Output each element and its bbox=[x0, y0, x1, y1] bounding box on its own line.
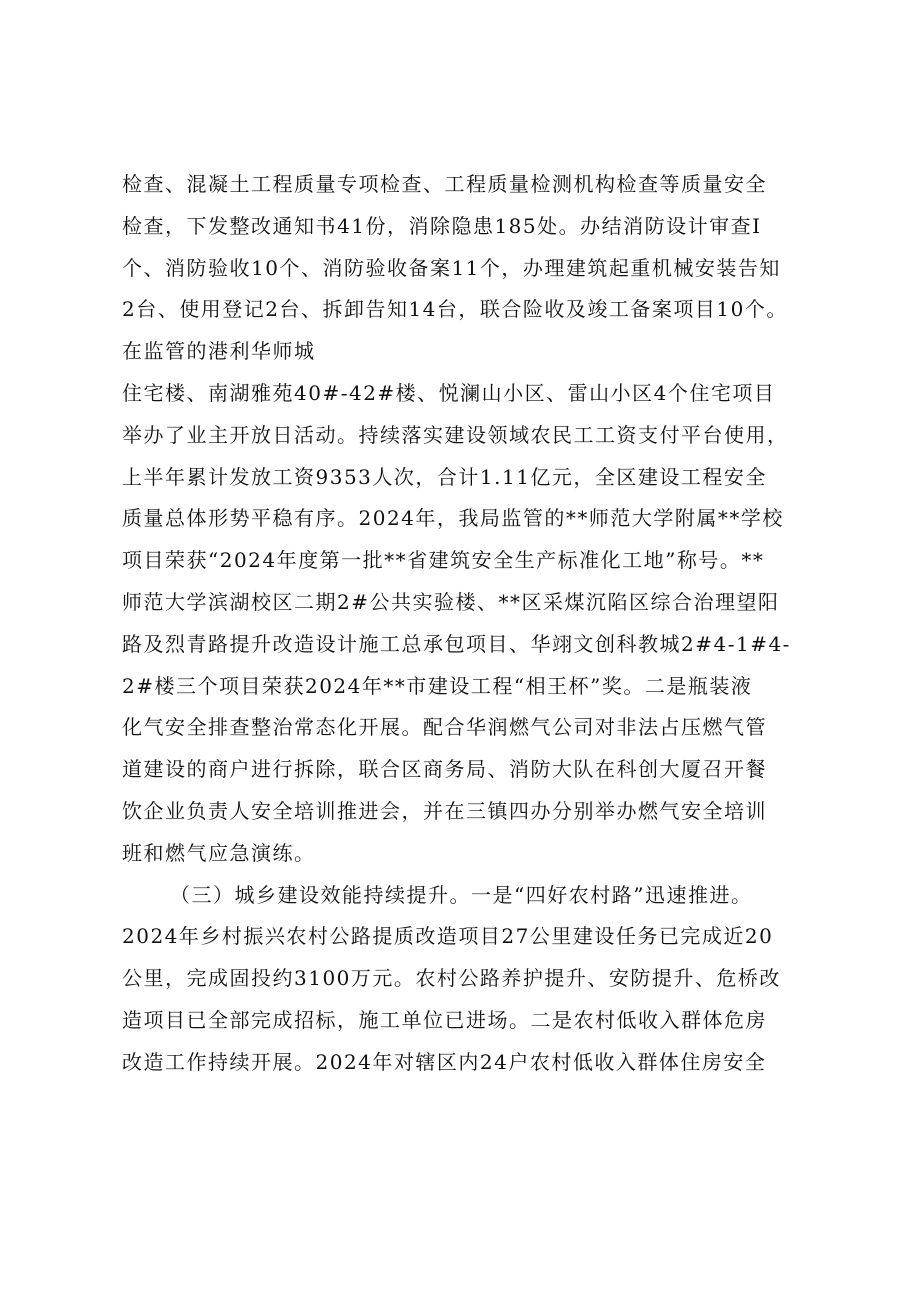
text-line: 班和燃气应急演练。 bbox=[122, 840, 316, 865]
text-line: 2#楼三个项目荣获2024年**市建设工程“相王杯”奖。二是瓶装液 bbox=[122, 673, 753, 698]
text-line: 造项目已全部完成招标，施工单位已进场。二是农村低收入群体危房 bbox=[122, 1007, 767, 1032]
text-line: 项目荣获“2024年度第一批**省建筑安全生产标准化工地”称号。** bbox=[122, 548, 765, 573]
text-line: 举办了业主开放日活动。持续落实建设领域农民工工资支付平台使用， bbox=[122, 422, 789, 447]
text-line: 师范大学滨湖校区二期2#公共实验楼、**区采煤沉陷区综合治理望阳 bbox=[122, 589, 780, 614]
body-text bbox=[122, 164, 822, 1084]
text-line: 检查、混凝土工程质量专项检查、工程质量检测机构检查等质量安全 bbox=[122, 172, 767, 196]
text-line: 道建设的商户进行拆除，联合区商务局、消防大队在科创大厦召开餐 bbox=[122, 757, 767, 782]
text-line: 公里，完成固投约3100万元。农村公路养护提升、安防提升、危桥改 bbox=[122, 966, 781, 991]
text-line: 化气安全排查整治常态化开展。配合华润燃气公司对非法占压燃气管 bbox=[122, 715, 767, 740]
text-line: 饮企业负责人安全培训推进会，并在三镇四办分别举办燃气安全培训 bbox=[122, 798, 767, 823]
text-line: 质量总体形势平稳有序。2024年，我局监管的**师范大学附属**学校 bbox=[122, 506, 784, 531]
text-line: 住宅楼、南湖雅苑40#-42#楼、悦澜山小区、雷山小区4个住宅项目 bbox=[122, 380, 776, 405]
text-line: 在监管的港利华师城 bbox=[122, 339, 316, 364]
section-heading-line: （三）城乡建设效能持续提升。一是“四好农村路”迅速推进。 bbox=[170, 882, 753, 907]
text-line: 个、消防验收10个、消防验收备案11个，办理建筑起重机械安装告知 bbox=[122, 255, 781, 280]
text-line: 2台、使用登记2台、拆卸告知14台，联合险收及竣工备案项目10个。 bbox=[122, 297, 788, 322]
text-line: 2024年乡村振兴农村公路提质改造项目27公里建设任务已完成近20 bbox=[122, 924, 774, 949]
text-line: 上半年累计发放工资9353人次，合计1.11亿元，全区建设工程安全 bbox=[122, 464, 767, 489]
text-line: 检查，下发整改通知书41份，消除隐患185处。办结消防设计审查I bbox=[122, 213, 762, 238]
text-line: 路及烈青路提升改造设计施工总承包项目、华翊文创科教城2#4-1#4- bbox=[122, 631, 791, 656]
text-line: 改造工作持续开展。2024年对辖区内24户农村低收入群体住房安全 bbox=[122, 1049, 767, 1074]
